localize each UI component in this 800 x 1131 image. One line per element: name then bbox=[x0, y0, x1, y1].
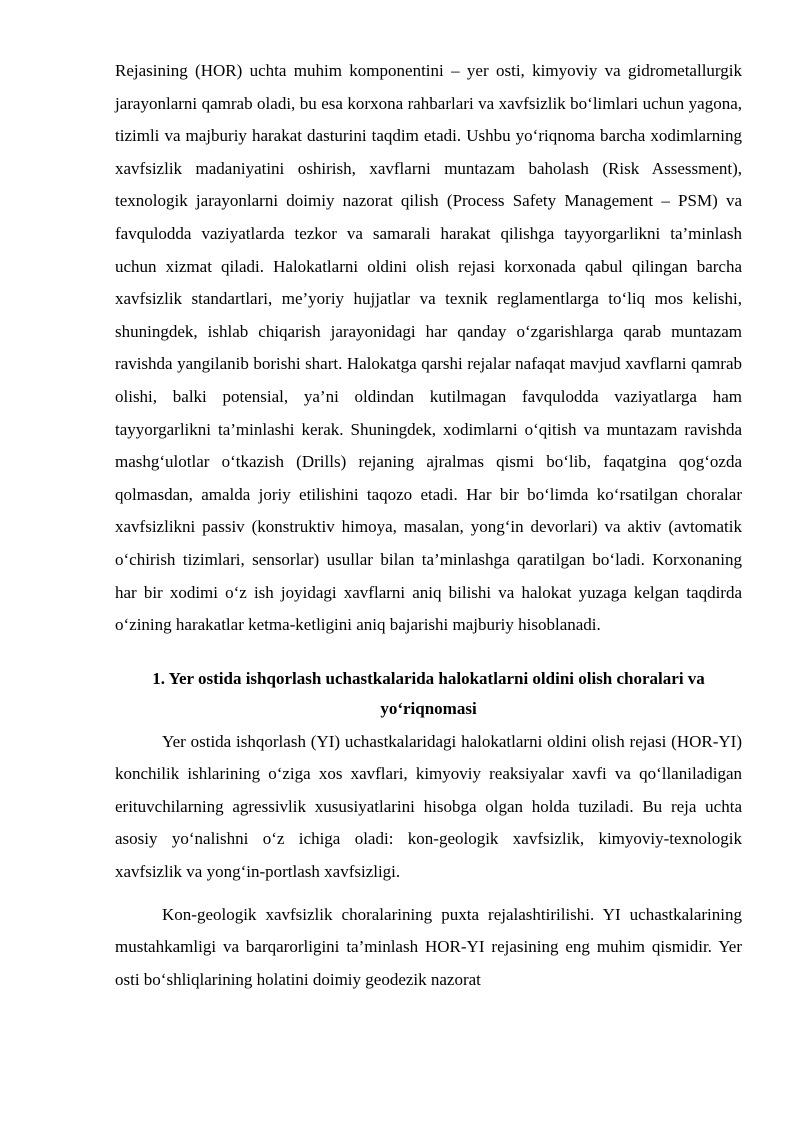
section-heading: 1. Yer ostida ishqorlash uchastkalarida halokatlarni oldini olish choralari va yo‘riqnomasi bbox=[152, 668, 705, 718]
intro-paragraph: Rejasining (HOR) uchta muhim komponentini – yer osti, kimyoviy va gidrometallurgik jarayonlarni qamrab oladi, bu esa korxona rahbarlari va xavfsizlik bo‘limlari uchun yagona, tizimli va majburiy harakat dasturini taqdim etadi. Ushbu yo‘riqnoma barcha xodimlarning xavfsizlik madaniyatini oshirish, xavflarni muntazam baholash (Risk Assessment), texnologik jarayonlarni doimiy nazorat qilish (Process Safety Management – PSM) va favqulodda vaziyatlarda tezkor va samarali harakat qilishga tayyorgarlikni ta’minlash uchun xizmat qiladi. Halokatlarni oldini olish rejasi korxonada qabul qilingan barcha xavfsizlik standartlari, me’yoriy hujjatlar va texnik reglamentlarga to‘liq mos kelishi, shuningdek, ishlab chiqarish jarayonidagi har qanday o‘zgarishlarga qarab muntazam ravishda yangilanib borishi shart. Halokatga qarshi rejalar nafaqat mavjud xavflarni qamrab olishi, balki potensial, ya’ni oldindan kutilmagan favqulodda vaziyatlarga ham tayyorgarlikni ta’minlashi kerak. Shuningdek, xodimlarni o‘qitish va muntazam ravishda mashg‘ulotlar o‘tkazish (Drills) rejaning ajralmas qismi bo‘lib, faqatgina qog‘ozda qolmasdan, amalda joriy etilishini taqozo etadi. Har bir bo‘limda ko‘rsatilgan choralar xavfsizlikni passiv (konstruktiv himoya, masalan, yong‘in devorlari) va aktiv (avtomatik o‘chirish tizimlari, sensorlar) usullar bilan ta’minlashga qaratilgan bo‘ladi. Korxonaning har bir xodimi o‘z ish joyidagi xavflarni aniq bilishi va halokat yuzaga kelgan taqdirda o‘zining harakatlar ketma-ketligini aniq bajarishi majburiy hisoblanadi. bbox=[115, 61, 742, 635]
body-paragraph-1: Yer ostida ishqorlash (YI) uchastkalaridagi halokatlarni oldini olish rejasi (HOR-YI) konchilik ishlarining o‘ziga xos xavflari, kimyoviy reaksiyalar xavfi va qo‘llaniladigan erituvchilarning agressivlik xususiyatlarini hisobga olgan holda tuziladi. Bu reja uchta asosiy yo‘nalishni o‘z ichiga oladi: kon-geologik xavfsizlik, kimyoviy-texnologik xavfsizlik va yong‘in-portlash xavfsizligi. bbox=[115, 731, 742, 882]
document-page bbox=[115, 55, 742, 996]
body-paragraph-2: Kon-geologik xavfsizlik choralarining puxta rejalashtirilishi. YI uchastkalarining mustahkamligi va barqarorligini ta’minlash HOR-YI rejasining eng muhim qismidir. Yer osti bo‘shliqlarining holatini doimiy geodezik nazorat bbox=[115, 904, 742, 989]
